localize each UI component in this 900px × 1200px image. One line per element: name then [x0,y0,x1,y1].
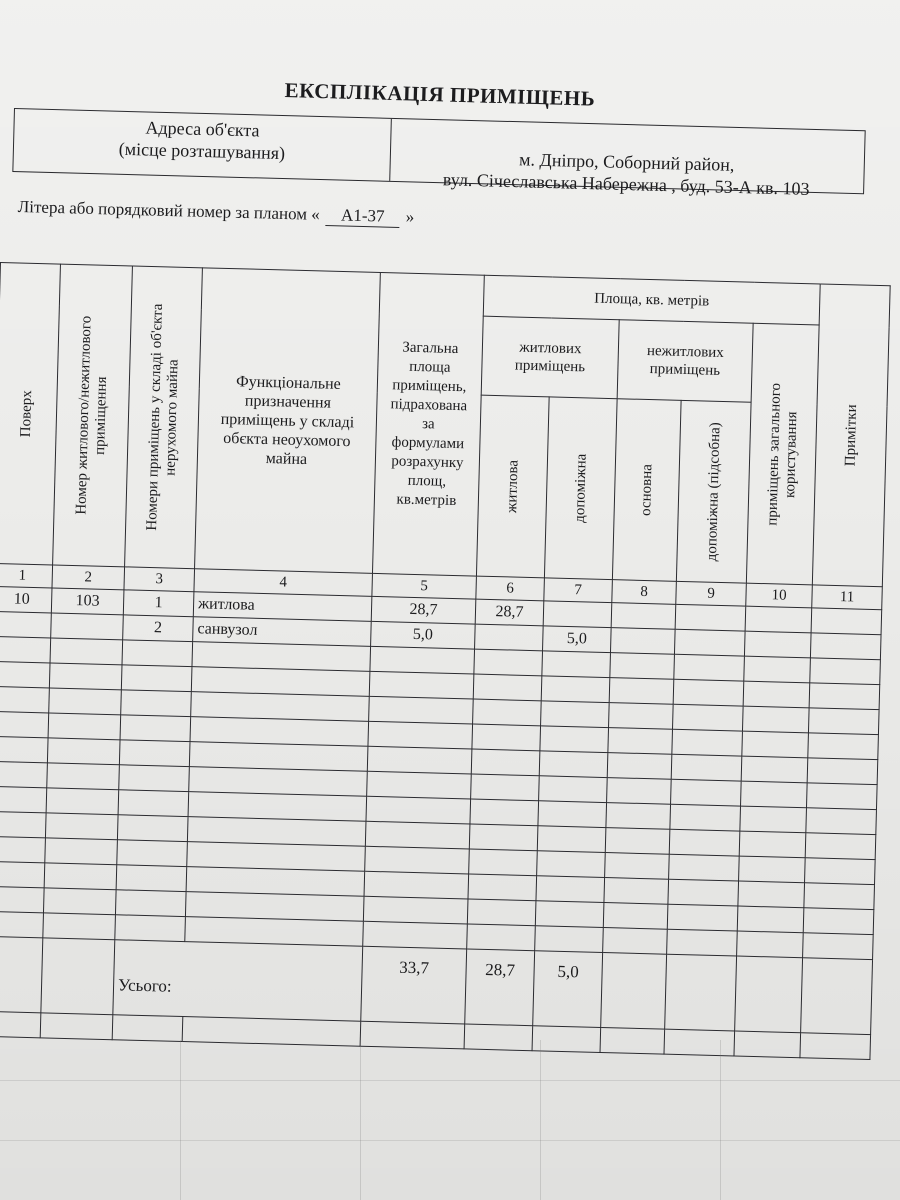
column-number: 7 [544,578,613,603]
cell-empty [0,661,50,688]
cell-empty [0,736,48,763]
cell-empty [807,758,878,785]
page-grid-line [540,1040,541,1200]
cell-empty [473,699,542,726]
cell-empty [115,890,186,917]
cell-empty [363,896,468,924]
cell-function: санвузол [193,617,372,647]
address-label-line2: (місце розташування) [118,138,286,164]
cell-empty [542,651,611,678]
cell-empty [539,776,608,803]
cell-empty [672,729,743,756]
cell-empty [672,704,743,731]
document-title: ЕКСПЛІКАЦІЯ ПРИМІЩЕНЬ [284,78,596,111]
cell-empty [667,929,738,956]
cell-floor: 10 [0,586,52,613]
cell-empty [670,804,741,831]
cell-empty [739,831,806,858]
cell-empty [743,681,810,708]
cell-empty [603,928,668,955]
cell-empty [47,738,120,765]
cell-empty [43,913,116,940]
header-residential: житлових приміщень [481,316,619,399]
cell-empty [535,901,604,928]
cell-empty [541,676,610,703]
cell-empty [471,749,540,776]
litera-plan-number: А1-37 [326,205,401,228]
totals-auxiliary: 5,0 [533,951,603,1028]
column-number: 11 [812,585,883,610]
cell-empty [601,953,667,1030]
cell-empty [367,746,472,774]
header-premise-number: Номер житлового/нежитлового приміщення [53,264,133,567]
cell-empty [0,886,44,913]
cell-empty [469,849,538,876]
cell-empty [801,958,873,1035]
cell-empty [609,703,674,730]
cell-auxiliary [543,601,612,628]
cell-empty [668,879,739,906]
header-floor: Поверх [0,263,60,565]
cell-empty [0,761,47,788]
litera-line [17,197,414,228]
cell-empty [467,924,536,951]
empty-rows [0,636,880,959]
cell-empty [605,828,670,855]
header-auxiliary-utility: допоміжна (підсобна) [676,400,751,583]
column-number: 3 [124,567,195,592]
header-total-area: Загальна площа приміщень, підрахована за формулами розрахунку площ, кв.метрів [372,272,484,576]
cell-empty [49,688,122,715]
cell-empty [369,696,474,724]
cell-empty [669,829,740,856]
cell-empty [43,888,116,915]
address-value-line1: м. Дніпро, Соборний район, [518,149,735,175]
header-main: основна [612,399,681,582]
address-label-line1: Адреса об'єкта [145,117,260,141]
cell-empty [48,713,121,740]
page-grid-line [720,1040,721,1200]
explication-table-wrap [0,262,900,1056]
header-common-use: приміщень загального користування [746,323,819,585]
cell-empty [667,904,738,931]
cell-empty [46,788,119,815]
cell-empty [118,790,189,817]
column-number: 2 [52,565,125,590]
cell-living [475,624,544,651]
cell-empty [808,733,879,760]
cell-empty [538,801,607,828]
cell-empty [737,931,804,958]
cell-empty [605,853,670,880]
page-grid-line [360,1040,361,1200]
cell-empty [608,728,673,755]
header-area-group: Площа, кв. метрів [483,275,820,325]
cell-empty [117,815,188,842]
cell-empty [539,751,608,778]
column-number: 10 [746,583,813,608]
cell-empty [809,683,880,710]
cell-empty [811,608,882,635]
cell-empty [468,874,537,901]
cell-empty [674,629,745,656]
cell-empty [120,715,191,742]
column-number: 9 [676,581,747,606]
totals-label: Усього: [113,940,363,1021]
cell-empty [473,674,542,701]
cell-empty [742,731,809,758]
totals-living: 28,7 [465,949,535,1026]
cell-empty [611,603,676,630]
header-auxiliary: допоміжна [544,397,617,580]
cell-empty [737,906,804,933]
cell-empty [364,871,469,899]
cell-empty [472,724,541,751]
header-living: житлова [476,395,549,578]
cell-empty [119,765,190,792]
cell-empty [735,956,803,1033]
cell-empty [603,903,668,930]
cell-empty [121,665,192,692]
cell-empty [47,763,120,790]
column-number: 6 [476,576,545,601]
cell-empty [675,604,746,631]
totals-total: 33,7 [361,946,467,1024]
cell-empty [0,636,51,663]
column-number: 4 [194,569,373,597]
cell-empty [540,726,609,753]
cell-empty [0,811,46,838]
cell-empty [467,899,536,926]
cell-empty [115,915,186,942]
cell-empty [805,833,876,860]
cell-empty [535,926,604,953]
page-grid-line [0,1140,900,1141]
page-grid-line [0,1080,900,1081]
cell-empty [474,649,543,676]
cell-empty [366,796,471,824]
cell-empty [0,936,43,1013]
cell-empty [741,781,808,808]
cell-empty [745,606,812,633]
explication-table [0,262,891,1060]
cell-empty [674,654,745,681]
cell-empty [44,863,117,890]
cell-empty [365,821,470,849]
cell-empty [808,708,879,735]
header-room-numbers: Номери приміщень у складі об'єкта нерухомого майна [125,266,203,569]
cell-empty [537,851,606,878]
cell-empty [610,653,675,680]
cell-empty [671,754,742,781]
cell-empty [470,799,539,826]
cell-empty [117,840,188,867]
cell-empty [116,865,187,892]
address-value-line2: вул. Січеславська Набережна , буд. 53-А кв. 103 [442,169,810,199]
cell-empty [0,786,47,813]
cell-empty [744,631,811,658]
cell-auxiliary: 5,0 [543,626,612,653]
cell-empty [673,679,744,706]
cell-empty [609,678,674,705]
address-value [393,145,860,201]
cell-empty [363,921,468,949]
litera-suffix: » [405,207,415,227]
cell-empty [669,854,740,881]
header-notes: Примітки [812,284,890,587]
cell-empty [367,771,472,799]
page-grid-line [180,1040,181,1200]
cell-empty [537,826,606,853]
cell-empty [740,806,807,833]
cell-empty [541,701,610,728]
cell-empty [45,813,118,840]
cell-empty [0,686,49,713]
address-label [14,113,391,167]
cell-empty [607,778,672,805]
cell-empty [369,671,474,699]
cell-empty [122,640,193,667]
cell-empty [804,883,875,910]
header-nonresidential: нежитлових приміщень [617,320,753,402]
cell-empty [49,663,122,690]
cell-empty [741,756,808,783]
cell-empty [368,721,473,749]
litera-prefix: Літера або порядковий номер за планом « [17,197,321,224]
cell-empty [121,690,192,717]
column-number: 5 [372,573,477,599]
cell-empty [471,774,540,801]
cell-empty [805,858,876,885]
cell-empty [607,753,672,780]
cell-empty [742,706,809,733]
column-number: 1 [0,563,53,588]
cell-room: 2 [123,615,194,642]
column-number: 8 [612,580,677,605]
cell-floor [0,611,51,638]
cell-empty [0,861,45,888]
cell-empty [806,808,877,835]
cell-empty [604,878,669,905]
cell-empty [0,711,49,738]
cell-empty [610,628,675,655]
cell-empty [0,911,43,938]
cell-premise: 103 [51,588,124,615]
cell-empty [41,938,115,1015]
cell-empty [810,658,881,685]
cell-empty [803,933,874,960]
cell-empty [665,954,737,1031]
cell-premise [51,613,124,640]
cell-empty [744,656,811,683]
cell-empty [803,908,874,935]
cell-total: 28,7 [371,596,476,624]
cell-empty [365,846,470,874]
cell-function: житлова [193,592,372,622]
cell-empty [739,856,806,883]
cell-empty [370,646,475,674]
address-box [12,108,865,199]
cell-total: 5,0 [371,621,476,649]
cell-empty [536,876,605,903]
cell-room: 1 [123,590,194,617]
cell-empty [671,779,742,806]
cell-empty [50,638,123,665]
cell-living: 28,7 [475,599,544,626]
cell-empty [810,633,881,660]
cell-empty [0,836,45,863]
header-function: Функціональне призначення приміщень у складі обєкта неоухомого майна [195,268,381,574]
cell-empty [606,803,671,830]
cell-empty [119,740,190,767]
cell-empty [469,824,538,851]
cell-empty [738,881,805,908]
cell-empty [45,838,118,865]
cell-empty [807,783,878,810]
